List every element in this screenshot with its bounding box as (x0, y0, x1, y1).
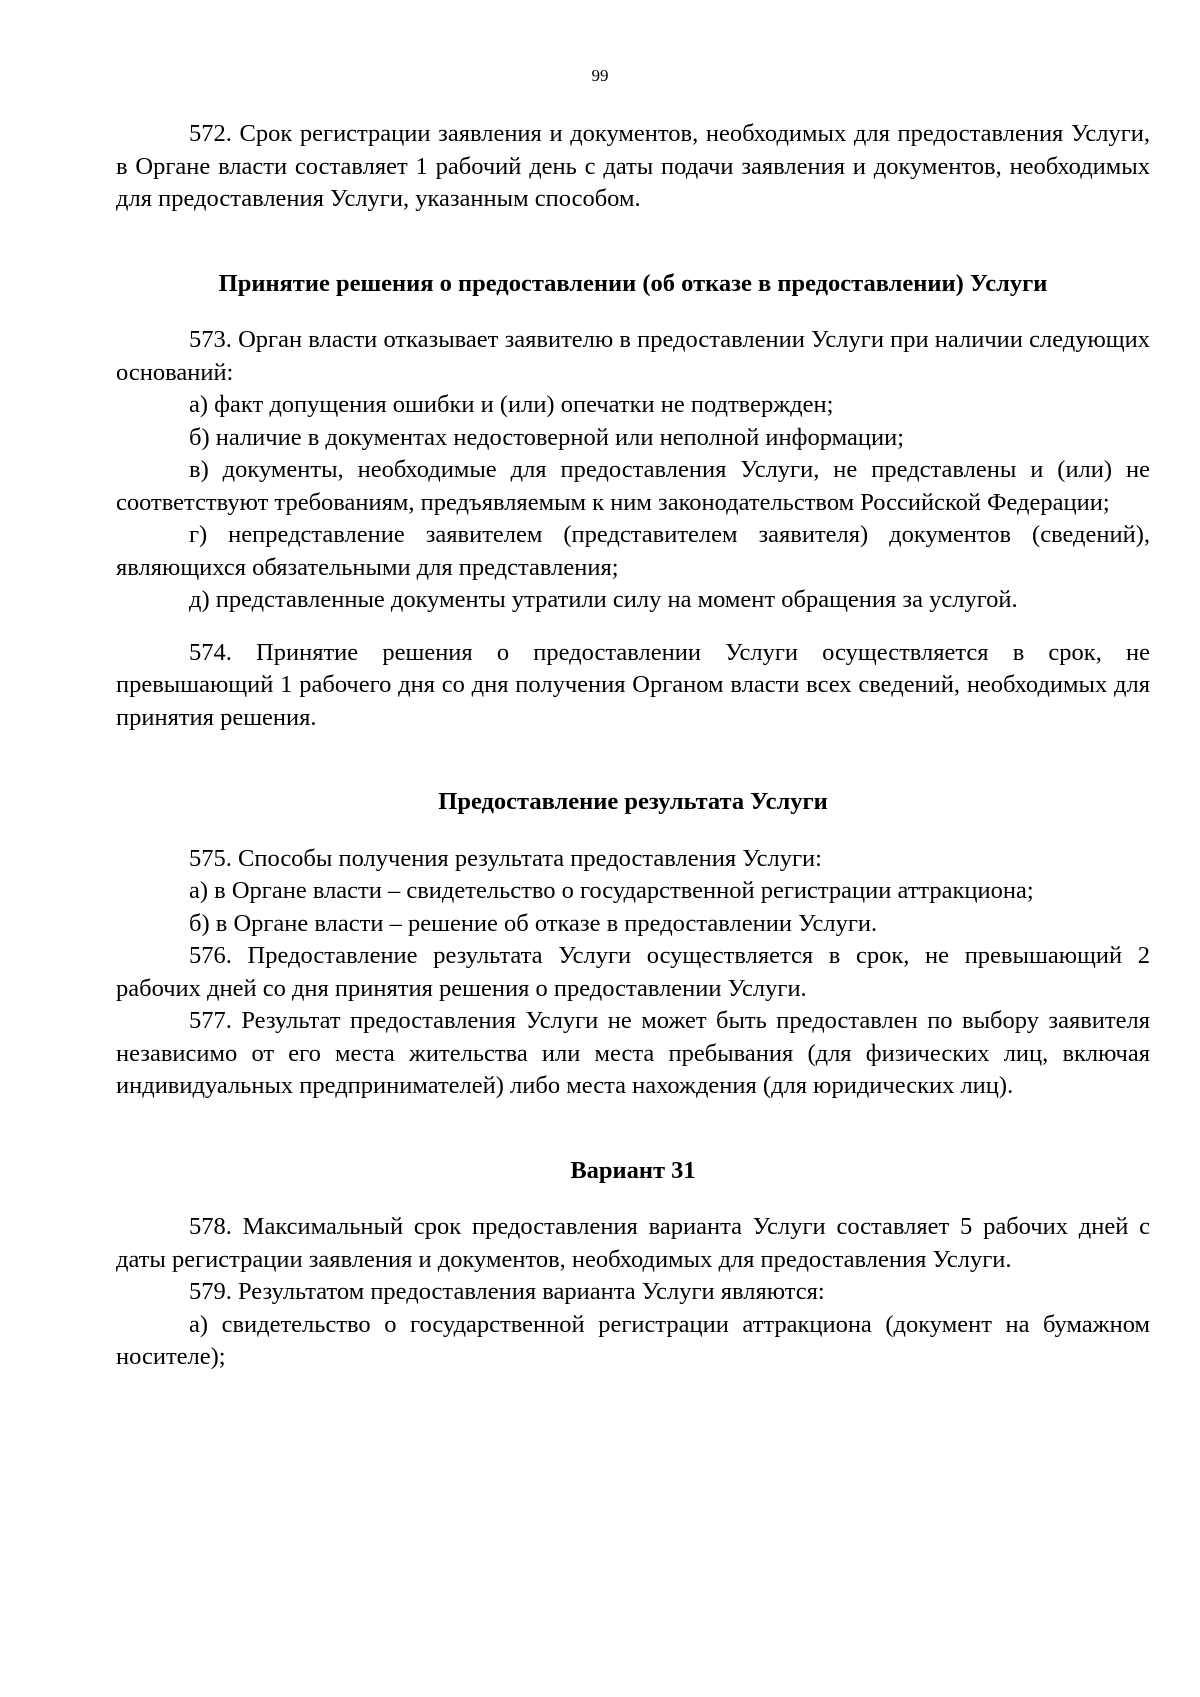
paragraph-573-d: г) непредставление заявителем (представителем заявителя) документов (сведений), являющихся обязательными для представления; (116, 521, 1150, 581)
paragraph-573-c: в) документы, необходимые для предоставления Услуги, не представлены и (или) не соответствуют требованиям, предъявляемым к ним законодательством Российской Федерации; (116, 456, 1150, 516)
section-heading-variant: Вариант 31 (570, 1156, 696, 1184)
paragraph-576: 576. Предоставление результата Услуги осуществляется в срок, не превышающий 2 рабочих дней со дня принятия решения о предоставлении Услуги. (116, 942, 1150, 1002)
paragraph-574: 574. Принятие решения о предоставлении Услуги осуществляется в срок, не превышающий 1 рабочего дня со дня получения Органом власти всех сведений, необходимых для принятия решения. (116, 638, 1150, 731)
paragraph-572: 572. Срок регистрации заявления и документов, необходимых для предоставления Услуги, в Органе власти составляет 1 рабочий день с даты подачи заявления и документов, необходимых для предоставления Услуги, указанным способом. (116, 120, 1150, 212)
paragraph-573-a: а) факт допущения ошибки и (или) опечатки не подтвержден; (189, 391, 834, 418)
paragraph-578: 578. Максимальный срок предоставления варианта Услуги составляет 5 рабочих дней с даты регистрации заявления и документов, необходимых для предоставления Услуги. (116, 1213, 1150, 1273)
paragraph-573-e: д) представленные документы утратили силу на момент обращения за услугой. (189, 586, 1018, 613)
document-body (116, 118, 1150, 1374)
paragraph-579: 579. Результатом предоставления варианта Услуги являются: (189, 1278, 825, 1305)
paragraph-575-a: а) в Органе власти – свидетельство о государственной регистрации аттракциона; (189, 877, 1034, 904)
section-heading-result: Предоставление результата Услуги (438, 788, 828, 815)
section-heading-decision: Принятие решения о предоставлении (об отказе в предоставлении) Услуги (218, 269, 1048, 297)
paragraph-575: 575. Способы получения результата предоставления Услуги: (189, 844, 822, 872)
paragraph-579-a: а) свидетельство о государственной регистрации аттракциона (документ на бумажном носителе); (116, 1310, 1150, 1370)
paragraph-573-b: б) наличие в документах недостоверной или неполной информации; (189, 423, 904, 451)
paragraph-573: 573. Орган власти отказывает заявителю в предоставлении Услуги при наличии следующих оснований: (116, 326, 1150, 386)
paragraph-577: 577. Результат предоставления Услуги не может быть предоставлен по выбору заявителя независимо от его места жительства или места пребывания (для физических лиц, включая индивидуальных предпринимателей) либо места нахождения (для юридических лиц). (116, 1007, 1150, 1099)
paragraph-575-b: б) в Органе власти – решение об отказе в предоставлении Услуги. (189, 909, 878, 937)
page-number: 99 (591, 66, 609, 85)
